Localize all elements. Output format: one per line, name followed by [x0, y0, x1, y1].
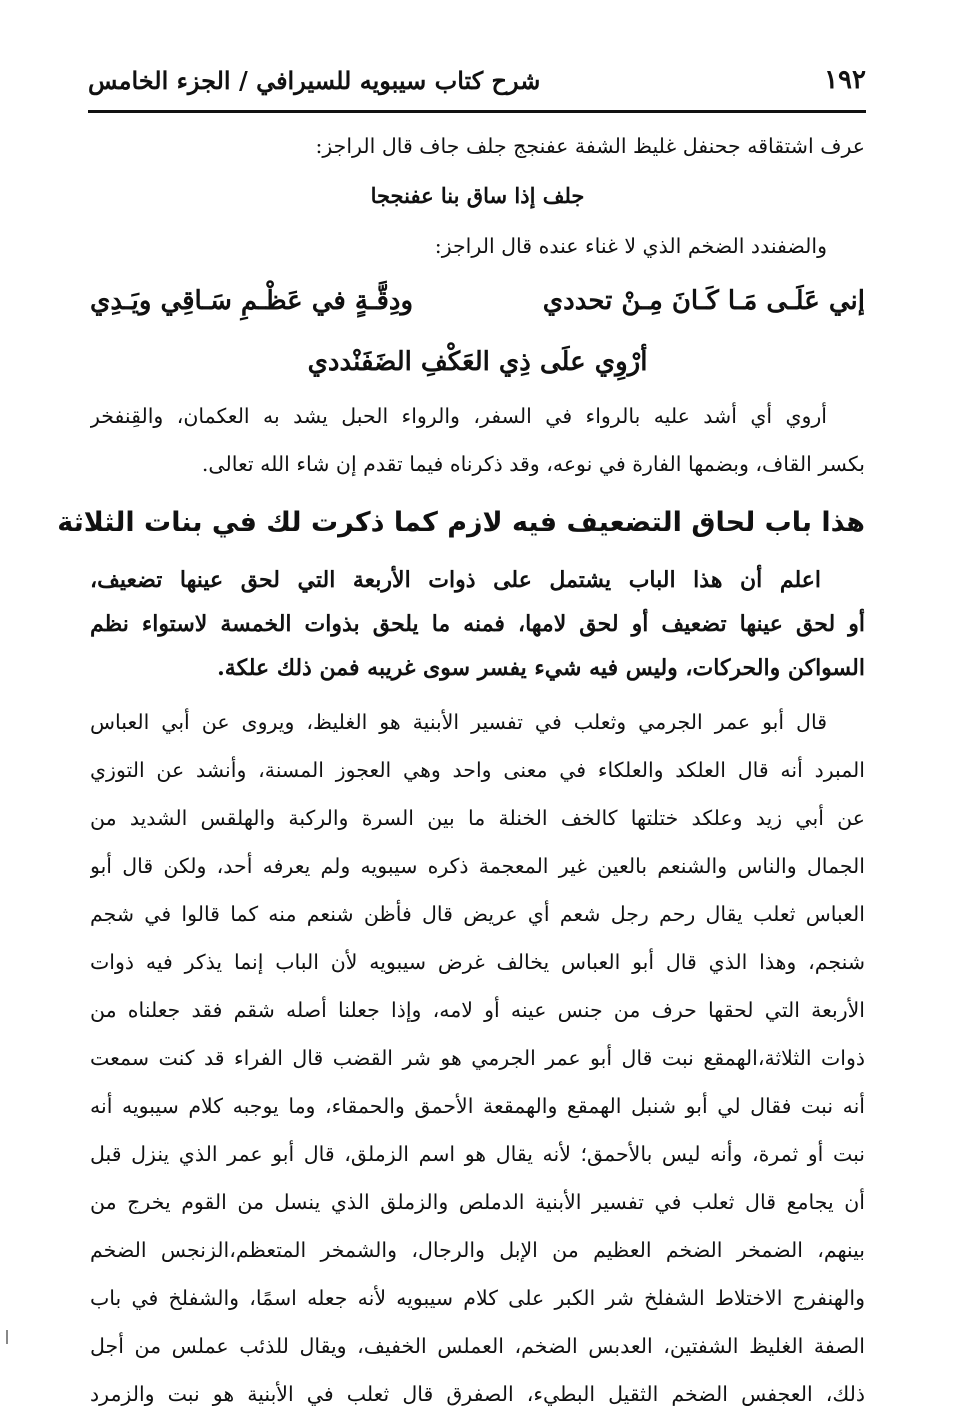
- commentary-line: ذوات الثلاثة،الهمقع نبت قال أبو عمر الجرمي هو شر القضب قال الفراء قد كنت سمعت: [90, 1046, 865, 1070]
- commentary-line: نبت أو ثمرة، وأنه ليس بالأحمق؛ لأنه يقال هو اسم الزملق، قال أبو عمر الذي ينزل قبل: [90, 1142, 865, 1166]
- page-header: [88, 52, 866, 108]
- commentary-line: أن يجامع قال ثعلب في تفسير الأبنية الدملص والزملق الذي ينسل من القوم يخرج من: [90, 1190, 865, 1214]
- sibawayh-text-line: أو لحق عينها تضعيف أو لحق لامها، فمنه ما يلحق بذوات الخمسة لاستواء نظم: [90, 611, 865, 637]
- verse-couplet: [90, 270, 865, 332]
- intro-line: عرف اشتقاقه جحنفل غليظ الشفة عفنجج جلف جاف قال الراجز:: [315, 134, 865, 158]
- commentary-line: المبرد أنه قال العلكد والعلكاء في معنى واحد وهي العجوز المسنة، وأنشد عن التوزي: [90, 758, 865, 782]
- sibawayh-text-line: اعلم أن هذا الباب يشتمل على ذوات الأربعة التي لحق عينها تضعيف،: [90, 567, 821, 593]
- commentary-line: قال أبو عمر الجرمي وثعلب في تفسير الأبنية هو الغليظ، ويروى عن أبي العباس: [90, 710, 827, 734]
- explanation-line: بكسر القاف، وبضمها الفارة في نوعه، وقد ذكرناه فيما تقدم إن شاء الله تعالى.: [201, 452, 865, 476]
- verse-hemistich-right: إني عَلَـى مَـا كَـانَ مِـنْ تحددي: [542, 286, 865, 316]
- chapter-heading: هذا باب لحاق التضعيف فيه لازم كما ذكرت لك في بنات الثلاثة: [57, 507, 865, 538]
- commentary-line: بينهم، الضمخر الضخم العظيم من الإبل والرجال، والشمخر المتعظم،الزنجس الضخم: [90, 1238, 865, 1262]
- commentary-line: العباس ثعلب يقال رحم رجل شعم أي عريض قال فأظن شنعم منه كما قالوا في شجم: [90, 902, 865, 926]
- commentary-line: أنه نبت فقال لي أبو شنبل الهمقع والهمقعة الأحمق والحمقاء، وما يوجبه كلام سيبويه أنه: [90, 1094, 865, 1118]
- commentary-line: شنجم، وهذا الذي قال أبو العباس يخالف غرض سيبويه لأن الباب إنما يذكر فيه ذوات: [90, 950, 865, 974]
- scan-mark: [6, 1330, 8, 1344]
- sibawayh-text-line: السواكن والحركات، وليس فيه شيء يفسر سوى غريبه فمن ذلك علكة.: [217, 655, 865, 681]
- commentary-line: ذلك، العجفس الضخم الثقيل البطيء، الصفرق قال ثعلب في الأبنية هو نبت والزمرد: [90, 1382, 865, 1406]
- commentary-line: الأربعة التي لحقها حرف من جنس عينه أو لامه، وإذا جعلنا أصله شقم فقد جعلناه من: [90, 998, 865, 1022]
- commentary-line: الصفة الغليظ الشفتين، العدبس الضخم، العملس الخفيف، ويقال للذئب عملس من أجل: [90, 1334, 865, 1358]
- page-body: [57, 122, 865, 1418]
- verse-hemistich-left: ودِقَّـةٍ في عَظْـمِ سَـاقِي ويَـدِي: [90, 286, 414, 316]
- page-number: ١٩٢: [824, 65, 866, 95]
- explanation-line: أروي أي أشد عليه بالرواء في السفر، والرواء الحبل يشد به العكمان، والقِنفخر: [90, 404, 827, 428]
- intro-line: والضفندد الضخم الذي لا غناء عنده قال الراجز:: [434, 234, 827, 258]
- commentary-line: عن أبي زيد وعلكد ختلتها كالخف الخنلة ما بين السرة والركبة والهلقس الشديد من: [90, 806, 865, 830]
- verse-line: أرْوِي علَى ذِي العَكْفِ الضَفَنْددي: [307, 347, 648, 377]
- running-title: شرح كتاب سيبويه للسيرافي / الجزء الخامس: [88, 65, 541, 95]
- verse-line: جلف إذا ساق بنا عفنججا: [370, 183, 585, 208]
- commentary-line: والهنفرج الاختلاط الشفلخ شر الكبر على كلام سيبويه لأنه جعله اسمًا، والشفلخ في باب: [90, 1286, 865, 1310]
- commentary-line: الجمال والناس والشنعم بالعين غير المعجمة ذكره سيبويه ولم يعرفه أحد، ولكن قال أبو: [90, 854, 865, 878]
- header-rule: [88, 110, 866, 113]
